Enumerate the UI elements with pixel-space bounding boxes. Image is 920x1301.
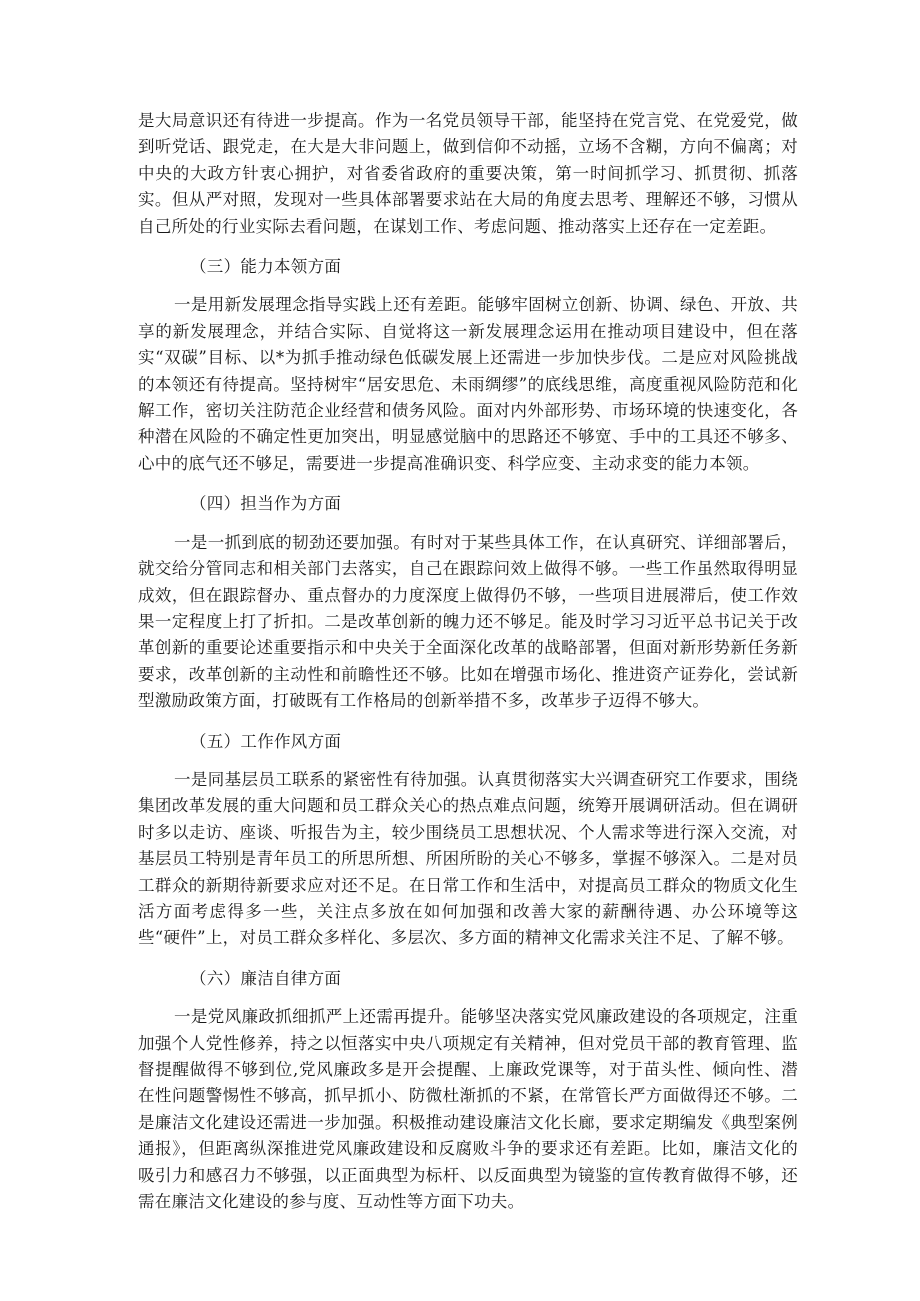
paragraph-responsibility: 一是一抓到底的韧劲还要加强。有时对于某些具体工作，在认真研究、详细部署后，就交给分管同志和相关部门去落实，自己在跟踪问效上做得不够。一些工作虽然取得明显成效，但在跟踪督办、重点督办的力度深度上做得仍不够，一些项目进展滞后，使工作效果一定程度上打了折扣。二是改革创新的魄力还不够足。能及时学习习近平总书记关于改革创新的重要论述重要指示和中央关于全面深化改革的战略部署，但面对新形势新任务新要求，改革创新的主动性和前瞻性还不够。比如在增强市场化、推进资产证券化，尝试新型激励政策方面，打破既有工作格局的创新举措不多，改革步子迈得不够大。 <box>138 532 798 711</box>
document-page <box>138 108 798 1215</box>
paragraph-work-style: 一是同基层员工联系的紧密性有待加强。认真贯彻落实大兴调查研究工作要求，围绕集团改革发展的重大问题和员工群众关心的热点难点问题，统筹开展调研活动。但在调研时多以走访、座谈、听报告为主，较少围绕员工思想状况、个人需求等进行深入交流，对基层员工特别是青年员工的所思所想、所困所盼的关心不够多，掌握不够深入。二是对员工群众的新期待新要求应对还不足。在日常工作和生活中，对提高员工群众的物质文化生活方面考虑得多一些，关注点多放在如何加强和改善大家的薪酬待遇、办公环境等这些“硬件”上，对员工群众多样化、多层次、多方面的精神文化需求关注不足、了解不够。 <box>138 769 798 948</box>
section-heading-responsibility: （四）担当作为方面 <box>190 494 342 514</box>
section-heading-ability: （三）能力本领方面 <box>190 257 342 277</box>
section-heading-integrity: （六）廉洁自律方面 <box>190 968 342 988</box>
paragraph-continued: 是大局意识还有待进一步提高。作为一名党员领导干部，能坚持在党言党、在党爱党，做到听党话、跟党走，在大是大非问题上，做到信仰不动摇，立场不含糊，方向不偏离；对中央的大政方针衷心拥护，对省委省政府的重要决策，第一时间抓学习、抓贯彻、抓落实。但从严对照，发现对一些具体部署要求站在大局的角度去思考、理解还不够，习惯从自己所处的行业实际去看问题，在谋划工作、考虑问题、推动落实上还存在一定差距。 <box>138 111 798 236</box>
paragraph-integrity: 一是党风廉政抓细抓严上还需再提升。能够坚决落实党风廉政建设的各项规定，注重加强个人党性修养，持之以恒落实中央八项规定有关精神，但对党员干部的教育管理、监督提醒做得不够到位,党风廉政多是开会提醒、上廉政党课等，对于苗头性、倾向性、潜在性问题警惕性不够高，抓早抓小、防微杜渐抓的不紧，在常管长严方面做得还不够。二是廉洁文化建设还需进一步加强。积极推动建设廉洁文化长廊，要求定期编发《典型案例通报》，但距离纵深推进党风廉政建设和反腐败斗争的要求还有差距。比如，廉洁文化的吸引力和感召力不够强，以正面典型为标杆、以反面典型为镜鉴的宣传教育做得不够，还需在廉洁文化建设的参与度、互动性等方面下功夫。 <box>138 1007 798 1212</box>
paragraph-ability: 一是用新发展理念指导实践上还有差距。能够牢固树立创新、协调、绿色、开放、共享的新发展理念，并结合实际、自觉将这一新发展理念运用在推动项目建设中，但在落实“双碳”目标、以*为抓手推动绿色低碳发展上还需进一步加快步伐。二是应对风险挑战的本领还有待提高。坚持树牢“居安思危、未雨绸缪”的底线思维，高度重视风险防范和化解工作，密切关注防范企业经营和债务风险。面对内外部形势、市场环境的快速变化，各种潜在风险的不确定性更加突出，明显感觉脑中的思路还不够宽、手中的工具还不够多、心中的底气还不够足，需要进一步提高准确识变、科学应变、主动求变的能力本领。 <box>138 295 798 473</box>
section-heading-work-style: （五）工作作风方面 <box>190 731 342 751</box>
